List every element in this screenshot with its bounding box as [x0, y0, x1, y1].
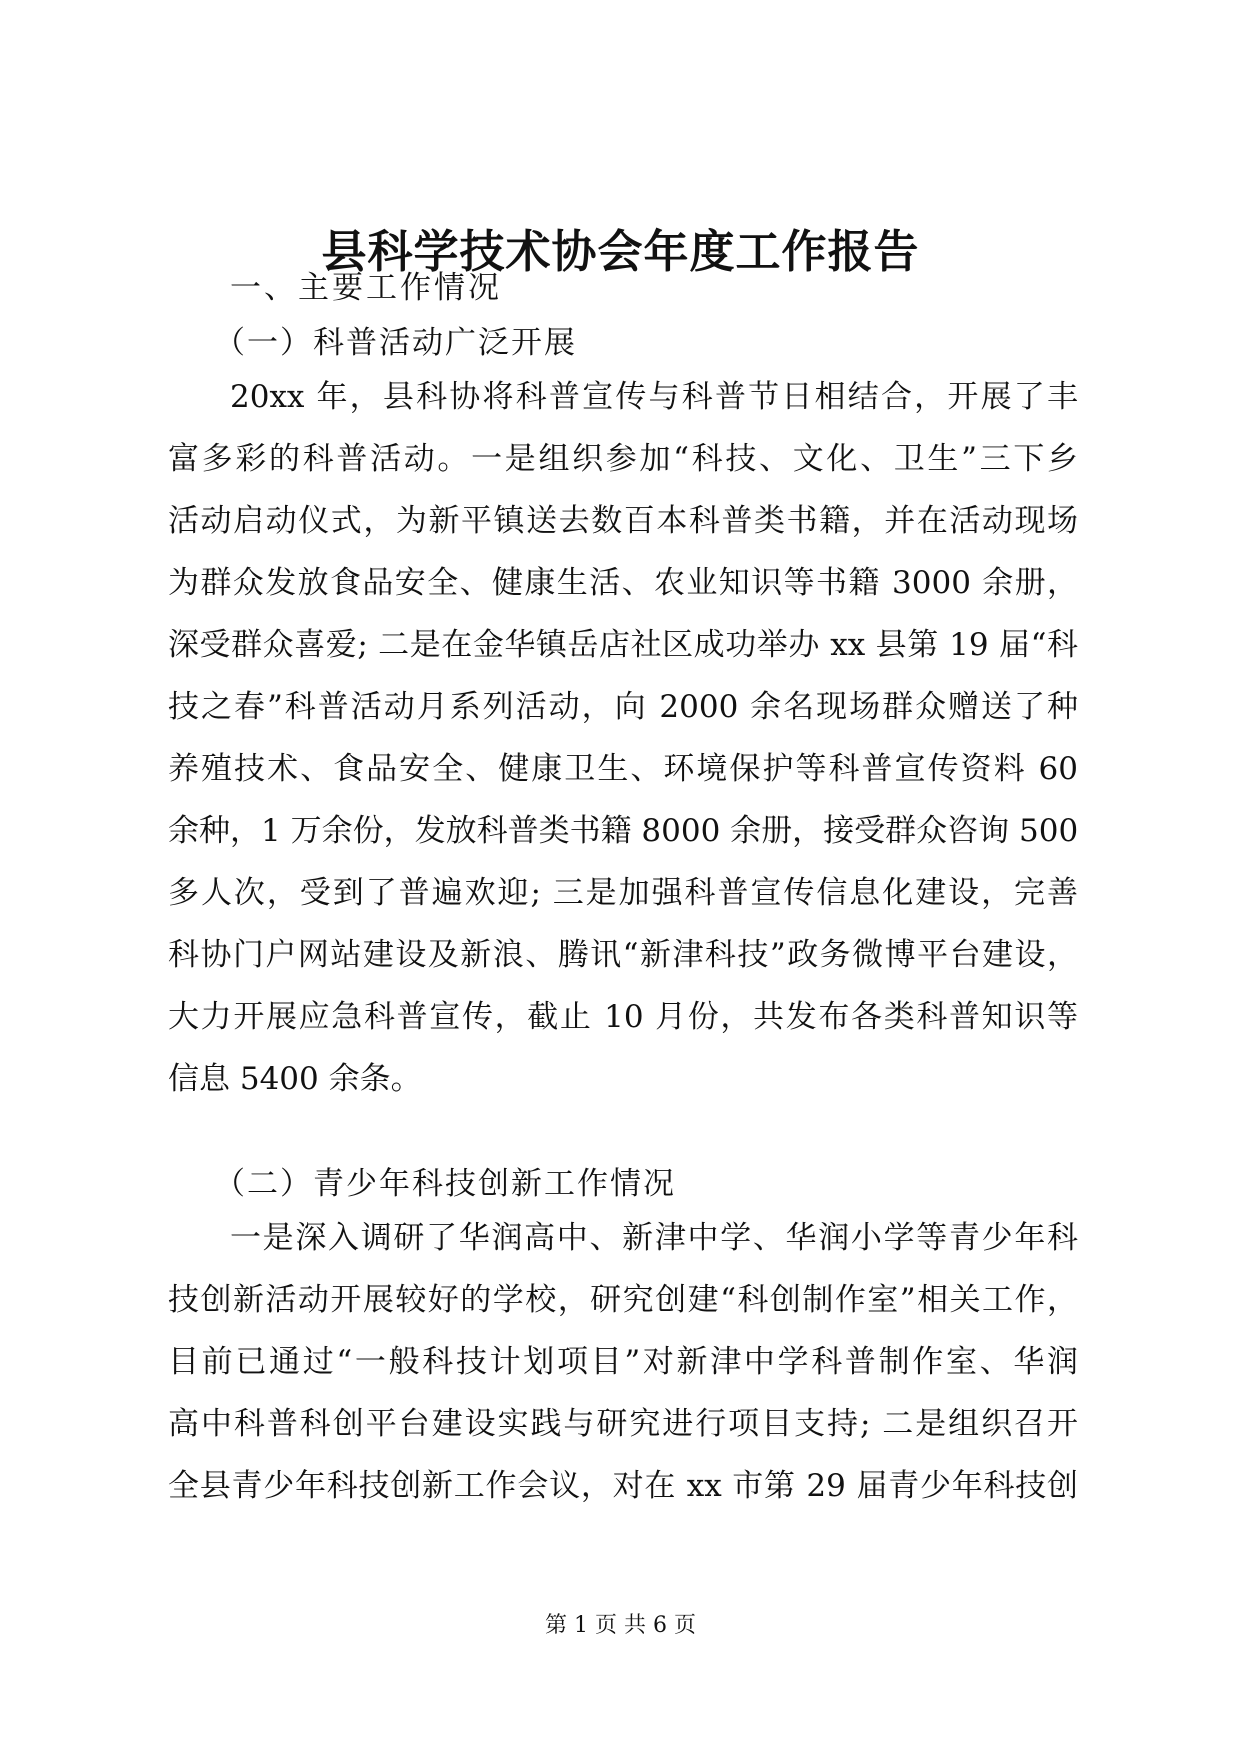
paragraph-line: 信息 5400 余条。 — [168, 1061, 422, 1097]
paragraph-line: 目前已通过“一般科技计划项目”对新津中学科普制作室、华润 — [168, 1344, 1078, 1380]
paragraph-line: 大力开展应急科普宣传，截止 10 月份，共发布各类科普知识等 — [168, 999, 1078, 1035]
paragraph-line: 养殖技术、食品安全、健康卫生、环境保护等科普宣传资料 60 — [168, 751, 1078, 787]
paragraph-line: 一是深入调研了华润高中、新津中学、华润小学等青少年科 — [230, 1220, 1078, 1256]
subsection-heading-youth-innovation: （二）青少年科技创新工作情况 — [214, 1166, 676, 1202]
paragraph-line: 技之春”科普活动月系列活动，向 2000 余名现场群众赠送了种 — [168, 689, 1078, 725]
paragraph-line: 科协门户网站建设及新浪、腾讯“新津科技”政务微博平台建设， — [168, 937, 1078, 973]
page-number-footer: 第 1 页 共 6 页 — [545, 1613, 696, 1638]
subsection-heading-science-popularization: （一）科普活动广泛开展 — [214, 325, 577, 361]
paragraph-line: 活动启动仪式，为新平镇送去数百本科普类书籍，并在活动现场 — [168, 503, 1078, 539]
paragraph-science-popularization — [168, 366, 1078, 1110]
paragraph-line: 余种，1 万余份，发放科普类书籍 8000 余册，接受群众咨询 500 — [168, 813, 1078, 849]
document-title: 县科学技术协会年度工作报告 — [321, 225, 920, 278]
paragraph-line: 全县青少年科技创新工作会议，对在 xx 市第 29 届青少年科技创 — [168, 1468, 1078, 1504]
paragraph-line: 为群众发放食品安全、健康生活、农业知识等书籍 3000 余册， — [168, 565, 1078, 601]
paragraph-line: 多人次，受到了普遍欢迎; 三是加强科普宣传信息化建设，完善 — [168, 875, 1078, 911]
paragraph-youth-innovation — [168, 1207, 1078, 1517]
paragraph-line: 高中科普科创平台建设实践与研究进行项目支持; 二是组织召开 — [168, 1406, 1078, 1442]
paragraph-line: 技创新活动开展较好的学校，研究创建“科创制作室”相关工作， — [168, 1282, 1078, 1318]
paragraph-line: 深受群众喜爱; 二是在金华镇岳店社区成功举办 xx 县第 19 届“科 — [168, 627, 1078, 663]
paragraph-line: 富多彩的科普活动。一是组织参加“科技、文化、卫生”三下乡 — [168, 441, 1078, 477]
paragraph-line: 20xx 年，县科协将科普宣传与科普节日相结合，开展了丰 — [230, 379, 1078, 415]
section-heading-main-work: 一、主要工作情况 — [230, 270, 502, 306]
